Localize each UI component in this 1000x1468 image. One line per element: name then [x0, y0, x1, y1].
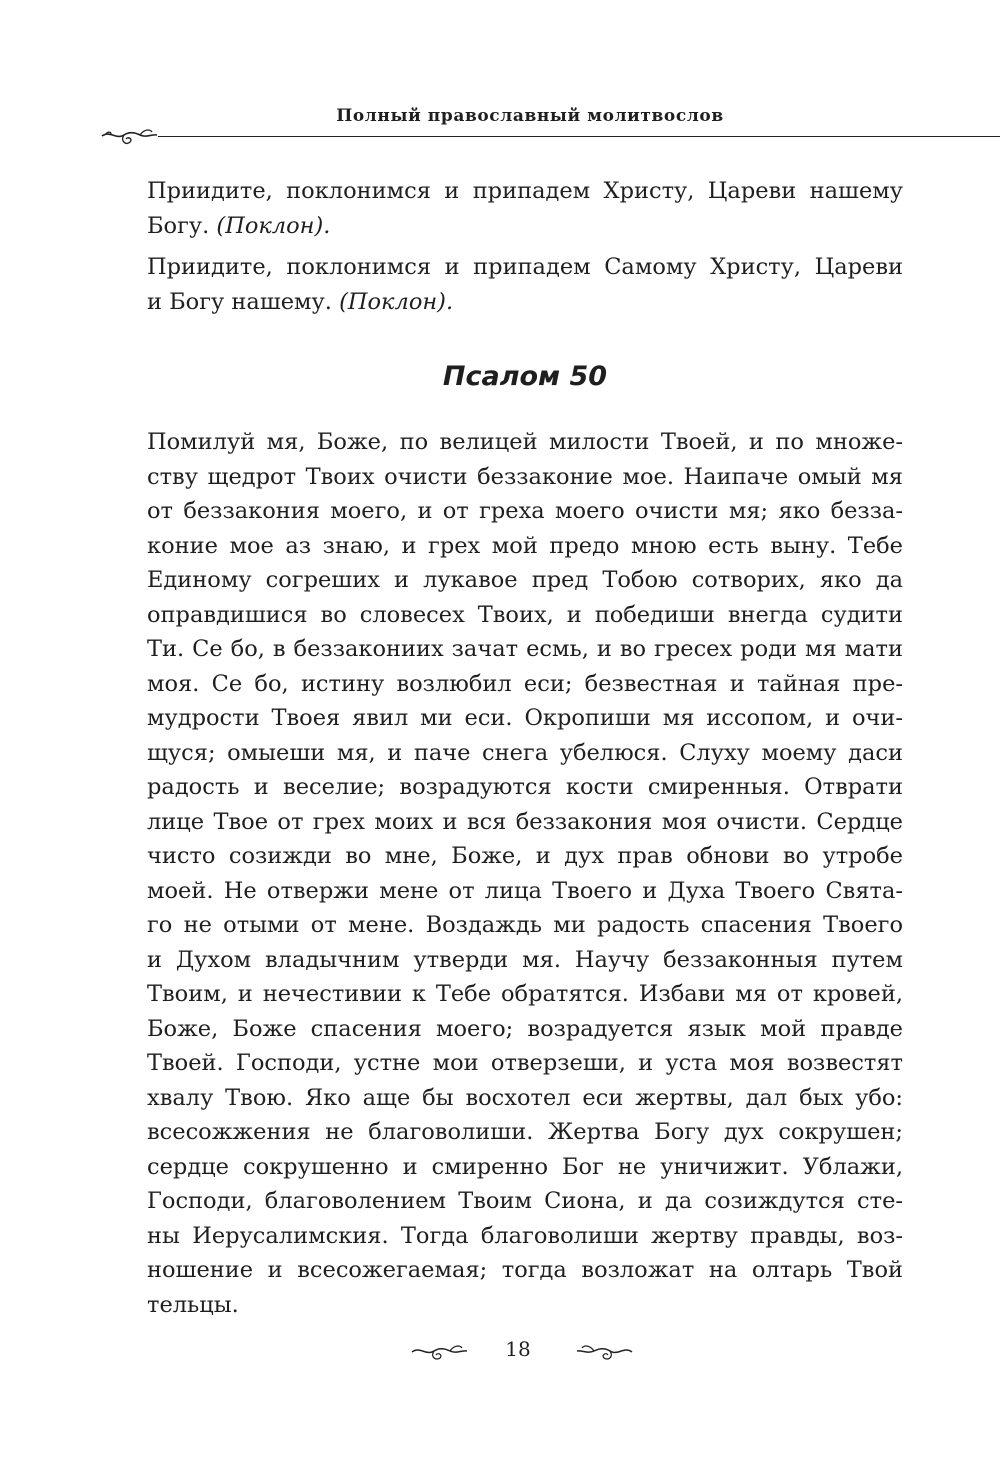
psalm-line: коние мое аз знаю, и грех мой предо мною есть выну. Тебе	[147, 532, 903, 559]
psalm-line: моей. Не отвержи мене от лица Твоего и Духа Твоего Свята-	[147, 877, 903, 904]
psalm-line: чисто созижди во мне, Боже, и дух прав обнови во утробе	[147, 843, 903, 869]
bow-rubric: (Поклон).	[216, 212, 331, 239]
text-line	[147, 209, 903, 244]
psalm-line: Твоим, и нечестивии к Тебе обратятся. Избави мя от кровей,	[147, 981, 903, 1007]
running-header-title: Полный православный молитвослов	[336, 106, 724, 126]
psalm-line: Боже, Боже спасения моего; возрадуется язык мой правде	[147, 1015, 903, 1042]
psalm-line: всесожжения не благоволиши. Жертва Богу дух сокрушен;	[147, 1119, 903, 1145]
text-line: Приидите, поклонимся и припадем Христу, Цареви нашему	[147, 178, 903, 204]
psalm-line: и Духом владычним утверди мя. Научу беззаконныя путем	[147, 946, 903, 973]
header-rule	[158, 136, 1000, 137]
psalm-line: го не отыми от мене. Воздаждь ми радость спасения Твоего	[147, 912, 903, 938]
psalm-line: хвалу Твою. Яко аще бы восхотел еси жертвы, дал бых убо:	[147, 1084, 903, 1111]
psalm-line: ношение и всесожегаемая; тогда возложат на олтарь Твой	[147, 1257, 903, 1283]
psalm-line: Господи, благоволением Твоим Сиона, и да созиждутся сте-	[147, 1188, 903, 1214]
psalm-line: от беззакония моего, и от греха моего очисти мя; яко безза-	[147, 498, 903, 524]
psalm-line: ны Иерусалимския. Тогда благоволиши жертву правды, воз-	[147, 1222, 903, 1249]
psalm-line: Помилуй мя, Боже, по велицей милости Твоей, и по множе-	[147, 429, 903, 455]
text-run: Богу.	[147, 212, 217, 239]
text-line: Приидите, поклонимся и припадем Самому Христу, Цареви	[147, 254, 903, 280]
psalm-body	[147, 425, 903, 1322]
psalm-line: Единому согреших и лукавое пред Тобою сотворих, яко да	[147, 567, 903, 593]
psalm-line: Ти. Се бо, в беззакониих зачат есмь, и во гресех роди мя мати	[147, 636, 903, 662]
page-number: 18	[505, 1337, 531, 1361]
psalm-line: радость и веселие; возрадуются кости смиренныя. Отврати	[147, 774, 903, 800]
text-run: и Богу нашему.	[147, 288, 340, 315]
intro-paragraph-2	[147, 250, 903, 319]
psalm-line: ству щедрот Твоих очисти беззаконие мое. Наипаче омый мя	[147, 463, 903, 490]
psalm-line: оправдишися во словесех Твоих, и победиши внегда судити	[147, 601, 903, 628]
psalm-line: лице Твое от грех моих и вся беззакония моя очисти. Сердце	[147, 808, 903, 835]
psalm-line: моя. Се бо, истину возлюбил еси; безвестная и тайная пре-	[147, 670, 903, 697]
bow-rubric: (Поклон).	[339, 288, 454, 315]
flourish-ornament-right-icon	[576, 1340, 634, 1364]
flourish-ornament-icon	[100, 124, 158, 150]
psalm-title: Псалом 50	[442, 361, 608, 392]
psalm-line: Твоей. Господи, устне мои отверзеши, и уста моя возвестят	[147, 1050, 903, 1076]
psalm-line: мудрости Твоея явил ми еси. Окропиши мя иссопом, и очи-	[147, 705, 903, 731]
psalm-line: тельцы.	[147, 1291, 239, 1318]
intro-paragraph-1	[147, 174, 903, 243]
text-line	[147, 285, 903, 320]
flourish-ornament-left-icon	[410, 1340, 468, 1364]
psalm-line: щуся; омыеши мя, и паче снега убелюся. Слуху моему даси	[147, 739, 903, 766]
psalm-line: сердце сокрушенно и смиренно Бог не уничижит. Ублажи,	[147, 1153, 903, 1180]
